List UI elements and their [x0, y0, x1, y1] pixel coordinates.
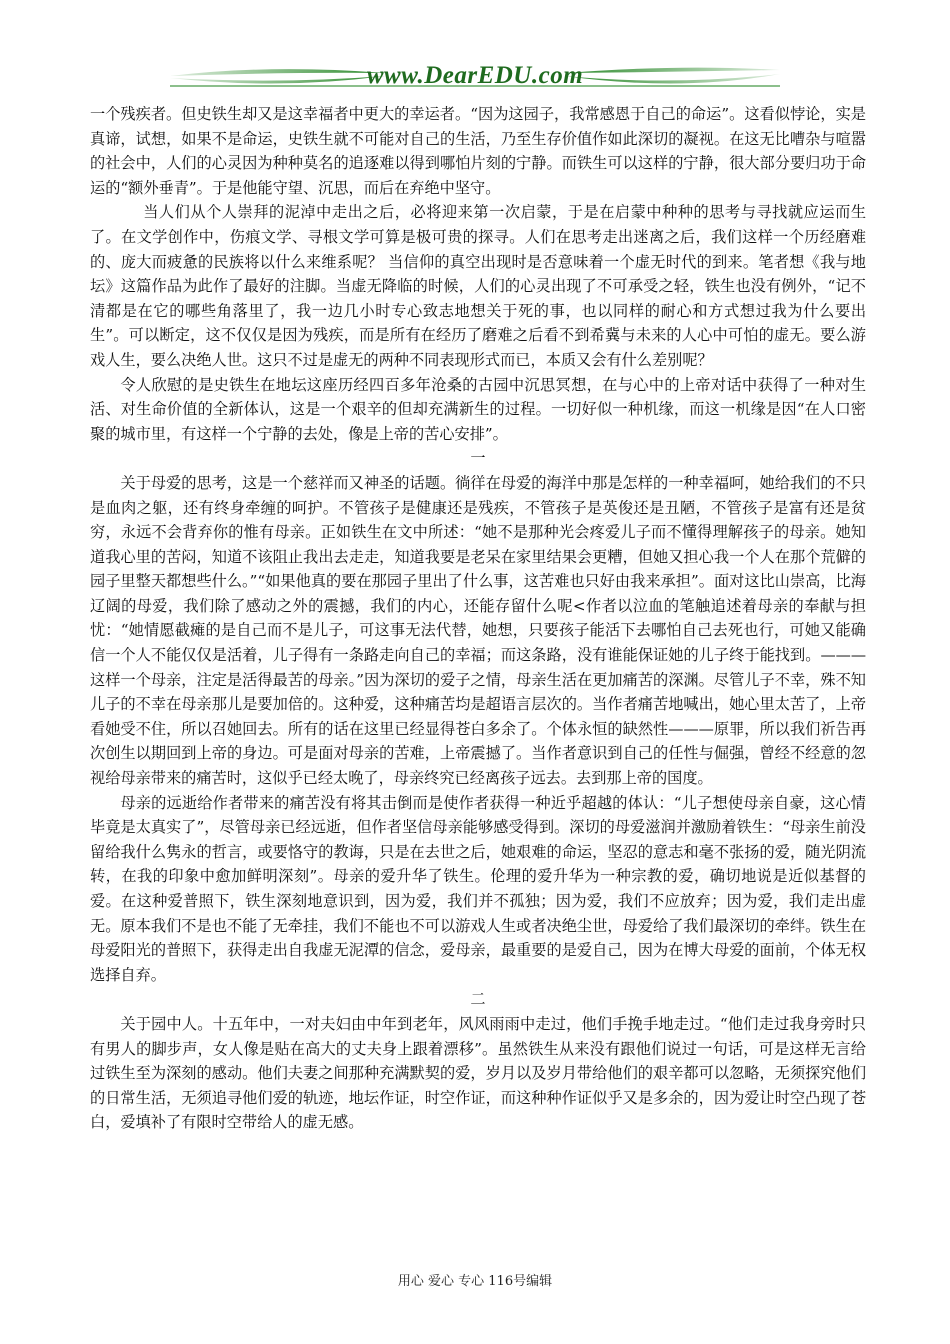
paragraph-5: 母亲的远逝给作者带来的痛苦没有将其击倒而是使作者获得一种近乎超越的体认：“儿子想使母亲自豪，这心情毕竟是太真实了”，尽管母亲已经远逝，但作者坚信母亲能够感受得到。深切的母爱滋润并激励着铁生：“母亲生前没留给我什么隽永的哲言，或要恪守的教诲，只是在去世之后，她艰难的命运，坚忍的意志和毫不张扬的爱，随光阴流转，在我的印象中愈加鲜明深刻”。母亲的爱升华了铁生。伦理的爱升华为一种宗教的爱，确切地说是近似基督的爱。在这种爱普照下，铁生深刻地意识到，因为爱，我们并不孤独；因为爱，我们不应放弃；因为爱，我们走出虚无。原本我们不是也不能了无牵挂，我们不能也不可以游戏人生或者决绝尘世，母爱给了我们最深切的牵绊。铁生在母爱阳光的普照下，获得走出自我虚无泥潭的信念，爱母亲，最重要的是爱自己，因为在博大母爱的面前，个体无权选择自弃。: [90, 793, 866, 984]
page-footer: 用心 爱心 专心 116号编辑: [397, 1274, 553, 1289]
section-heading-2: 二: [470, 990, 486, 1009]
section-heading-1: 一: [470, 449, 486, 468]
site-header: [170, 58, 780, 98]
paragraph-4: 关于母爱的思考，这是一个慈祥而又神圣的话题。徜徉在母爱的海洋中那是怎样的一种幸福呵，她给我们的不只是血肉之躯，还有终身牵缠的呵护。不管孩子是健康还是残疾，不管孩子是英俊还是丑陋，不管孩子是富有还是贫穷，永远不会背弃你的惟有母亲。正如铁生在文中所述：“她不是那种光会疼爱儿子而不懂得理解孩子的母亲。她知道我心里的苦闷，知道不该阻止我出去走走，知道我要是老呆在家里结果会更糟，但她又担心我一个人在那个荒僻的园子里整天都想些什么。”“如果他真的要在那园子里出了什么事，这苦难也只好由我来承担”。面对这比山崇高，比海辽阔的母爱，我们除了感动之外的震撼，我们的内心，还能存留什么呢<作者以泣血的笔触追述着母亲的奉献与担忧：“她情愿截瘫的是自己而不是儿子，可这事无法代替，她想，只要孩子能活下去哪怕自己去死也行，可她又能确信一个人不能仅仅是活着，儿子得有一条路走向自己的幸福；而这条路，没有谁能保证她的儿子终于能找到。———这样一个母亲，注定是活得最苦的母亲。”因为深切的爱子之情，母亲生活在更加痛苦的深渊。尽管儿子不幸，殊不知儿子的不幸在母亲那儿是要加倍的。这种爱，这种痛苦均是超语言层次的。当作者痛苦地喊出，她心里太苦了，上帝看她受不住，所以召她回去。所有的话在这里已经显得苍白多余了。个体永恒的缺然性———原罪，所以我们祈告再次创生以期回到上帝的身边。可是面对母亲的苦难，上帝震撼了。当作者意识到自己的任性与倔强，曾经不经意的忽视给母亲带来的痛苦时，这似乎已经太晚了，母亲终究已经离孩子远去。去到那上帝的国度。: [90, 473, 866, 788]
site-logo-text[interactable]: www.DearEDU.com: [366, 62, 584, 89]
paragraph-3: 令人欣慰的是史铁生在地坛这座历经四百多年沧桑的古园中沉思冥想，在与心中的上帝对话中获得了一种对生活、对生命价值的全新体认，这是一个艰辛的但却充满新生的过程。一切好似一种机缘，而这一机缘是因“在人口密聚的城市里，有这样一个宁静的去处，像是上帝的苦心安排”。: [90, 375, 866, 443]
paragraph-6: 关于园中人。十五年中，一对夫妇由中年到老年，风风雨雨中走过，他们手挽手地走过。“他们走过我身旁时只有男人的脚步声，女人像是贴在高大的丈夫身上跟着漂移”。虽然铁生从来没有跟他们说过一句话，可是这样无言给过铁生至为深刻的感动。他们夫妻之间那种充满默契的爱，岁月以及岁月带给他们的艰辛都可以忽略，无须探究他们的日常生活，无须追寻他们爱的轨迹，地坛作证，时空作证，而这种种作证似乎又是多余的，因为爱让时空凸现了苍白，爱填补了有限时空带给人的虚无感。: [90, 1014, 866, 1132]
paragraph-1: 一个残疾者。但史铁生却又是这幸福者中更大的幸运者。“因为这园子，我常感恩于自己的命运”。这看似悖论，实是真谛，试想，如果不是命运，史铁生就不可能对自己的生活，乃至生存价值作如此深切的凝视。在这无比嘈杂与喧嚣的社会中，人们的心灵因为种种莫名的追逐难以得到哪怕片刻的宁静。而铁生可以这样的宁静，很大部分要归功于命运的“额外垂青”。于是他能守望、沉思，而后在弃绝中坚守。: [90, 105, 866, 197]
paragraph-2: 当人们从个人崇拜的泥淖中走出之后，必将迎来第一次启蒙，于是在启蒙中种种的思考与寻找就应运而生了。在文学创作中，伤痕文学、寻根文学可算是极可贵的探寻。人们在思考走出迷离之后，我们这样一个历经磨难的、庞大而疲惫的民族将以什么来维系呢？ 当信仰的真空出现时是否意味着一个虚无时代的到来。笔者想《我与地坛》这篇作品为此作了最好的注脚。当虚无降临的时候，人们的心灵出现了不可承受之轻，铁生也没有例外，“记不清都是在它的哪些角落里了，我一边几小时专心致志地想关于死的事，也以同样的耐心和方式想过我为什么要出生”。可以断定，这不仅仅是因为残疾，而是所有在经历了磨难之后看不到希冀与未来的人心中可怕的虚无。要么游戏人生，要么决绝人世。这只不过是虚无的两种不同表现形式而已，本质又会有什么差别呢？: [90, 203, 866, 369]
article-body: [90, 102, 866, 1135]
